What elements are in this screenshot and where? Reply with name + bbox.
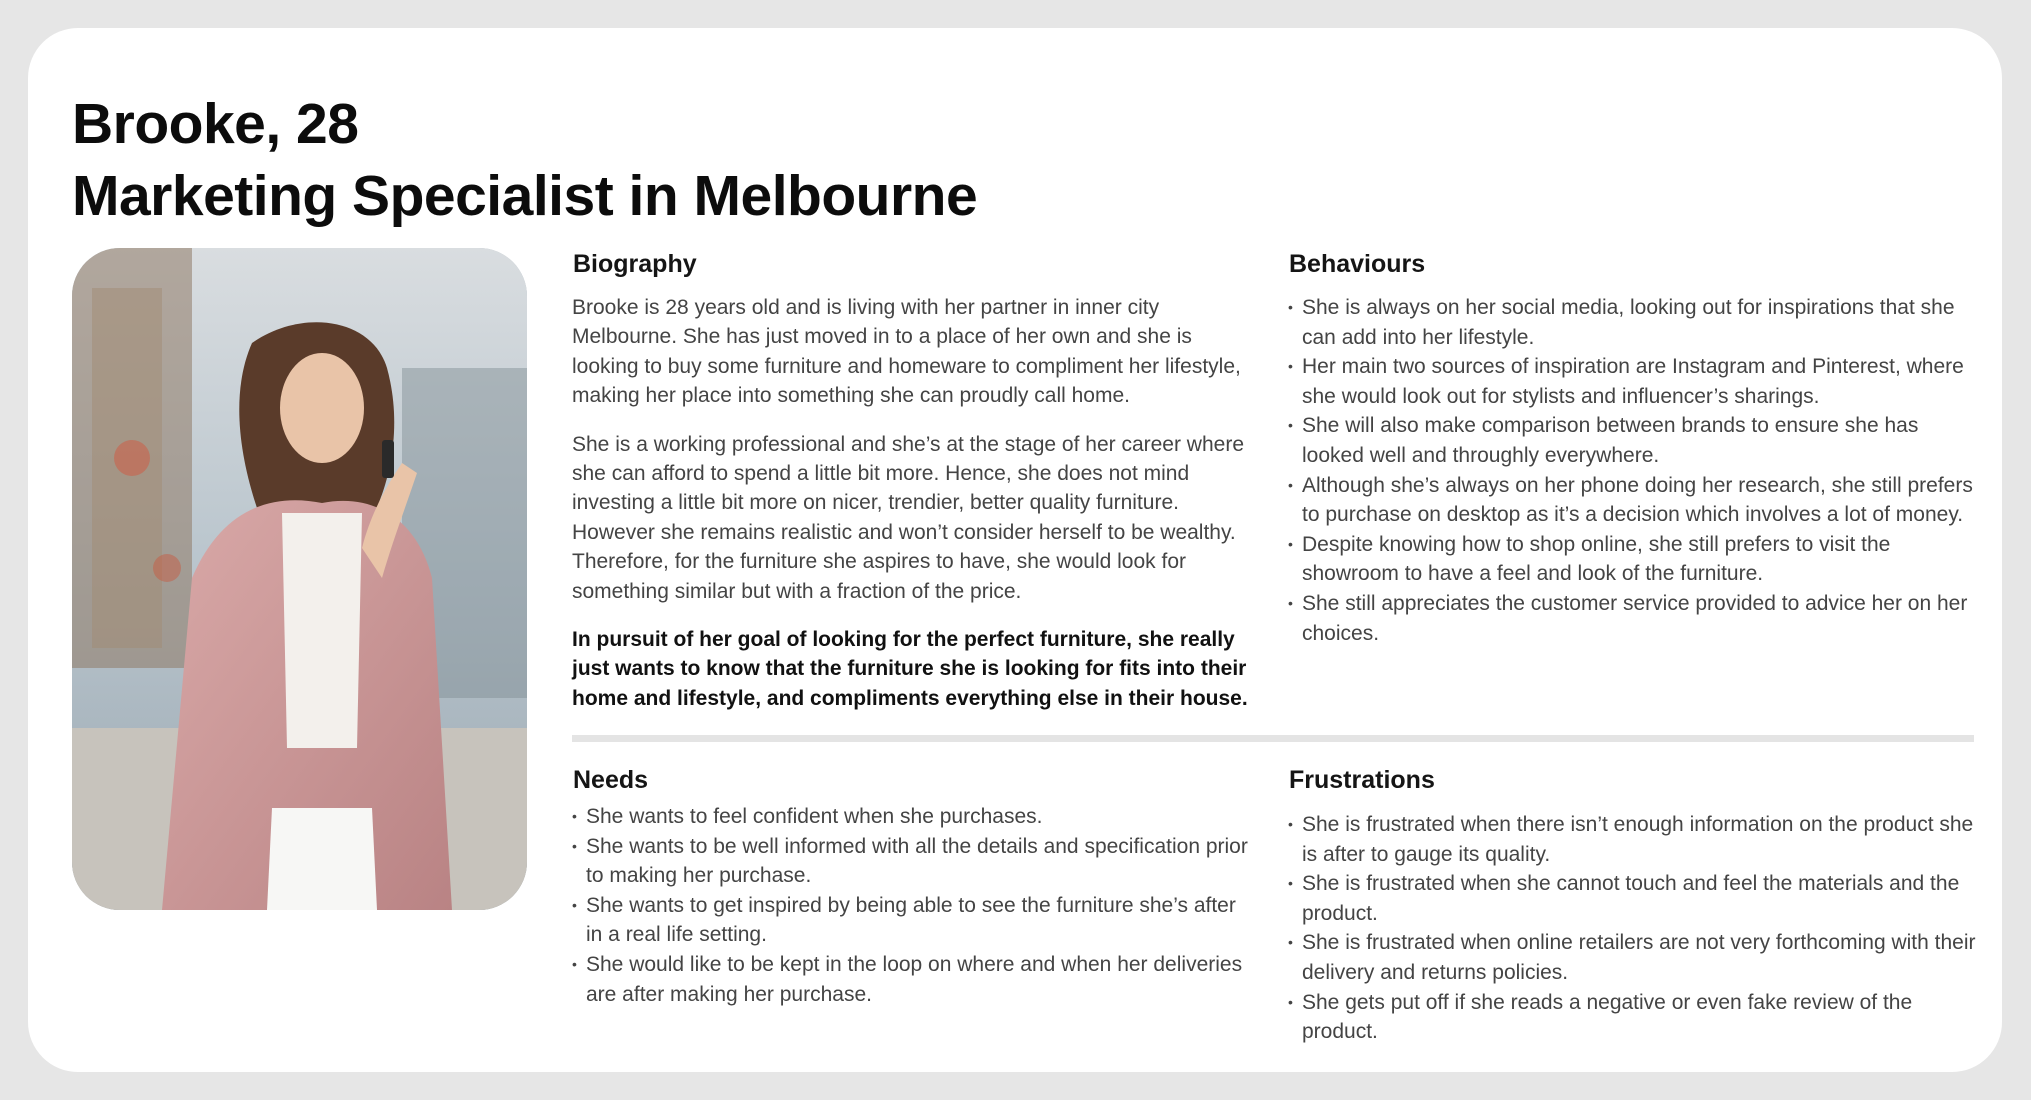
persona-role: Marketing Specialist in Melbourne bbox=[72, 164, 978, 228]
needs-list bbox=[572, 802, 1252, 1009]
list-item: • She wants to get inspired by being able to see the furniture she’s after in a real life setting. bbox=[572, 891, 1252, 950]
list-item: • Despite knowing how to shop online, she still prefers to visit the showroom to have a feel and look of the furniture. bbox=[1288, 530, 1978, 589]
persona-photo bbox=[72, 248, 527, 910]
list-item: • She is frustrated when online retailers are not very forthcoming with their delivery and returns policies. bbox=[1288, 928, 1978, 987]
persona-title bbox=[72, 88, 977, 232]
persona-name: Brooke, 28 bbox=[72, 92, 359, 156]
list-item: • She gets put off if she reads a negative or even fake review of the product. bbox=[1288, 988, 1978, 1047]
behaviours-heading: Behaviours bbox=[1289, 250, 1426, 278]
frustrations-heading: Frustrations bbox=[1289, 766, 1435, 794]
biography-heading: Biography bbox=[573, 250, 697, 278]
list-item: • She will also make comparison between brands to ensure she has looked well and throughly everywhere. bbox=[1288, 411, 1978, 470]
biography-goal-paragraph: In pursuit of her goal of looking for the perfect furniture, she really just wants to know that the furniture she is looking for fits into their home and lifestyle, and compliments everything else in their house. bbox=[572, 628, 1248, 710]
list-item: • She wants to feel confident when she purchases. bbox=[572, 802, 1252, 832]
list-item: • She would like to be kept in the loop on where and when her deliveries are after making her purchase. bbox=[572, 950, 1252, 1009]
list-item: • Although she’s always on her phone doing her research, she still prefers to purchase on desktop as it’s a decision which involves a lot of money. bbox=[1288, 471, 1978, 530]
section-divider bbox=[572, 735, 1974, 742]
list-item: • Her main two sources of inspiration are Instagram and Pinterest, where she would look out for stylists and influencer’s sharings. bbox=[1288, 352, 1978, 411]
biography-paragraph: Brooke is 28 years old and is living with her partner in inner city Melbourne. She has just moved in to a place of her own and she is looking to buy some furniture and homeware to compliment her lifestyle, making her place into something she can proudly call home. bbox=[572, 296, 1241, 408]
list-item: • She is frustrated when she cannot touch and feel the materials and the product. bbox=[1288, 869, 1978, 928]
behaviours-list bbox=[1288, 293, 1978, 648]
list-item: • She still appreciates the customer service provided to advice her on her choices. bbox=[1288, 589, 1978, 648]
needs-heading: Needs bbox=[573, 766, 649, 794]
biography-paragraph: She is a working professional and she’s at the stage of her career where she can afford to spend a little bit more. Hence, she does not mind investing a little bit more on nicer, trendier, better quality furniture. However she remains realistic and won’t consider herself to be wealthy. Therefore, for the furniture she aspires to have, she would look for something similar but with a fraction of the price. bbox=[572, 432, 1244, 603]
frustrations-list bbox=[1288, 810, 1978, 1047]
list-item: • She wants to be well informed with all the details and specification prior to making her purchase. bbox=[572, 832, 1252, 891]
biography-text bbox=[572, 293, 1252, 732]
list-item: • She is always on her social media, looking out for inspirations that she can add into her lifestyle. bbox=[1288, 293, 1978, 352]
list-item: • She is frustrated when there isn’t enough information on the product she is after to gauge its quality. bbox=[1288, 810, 1978, 869]
